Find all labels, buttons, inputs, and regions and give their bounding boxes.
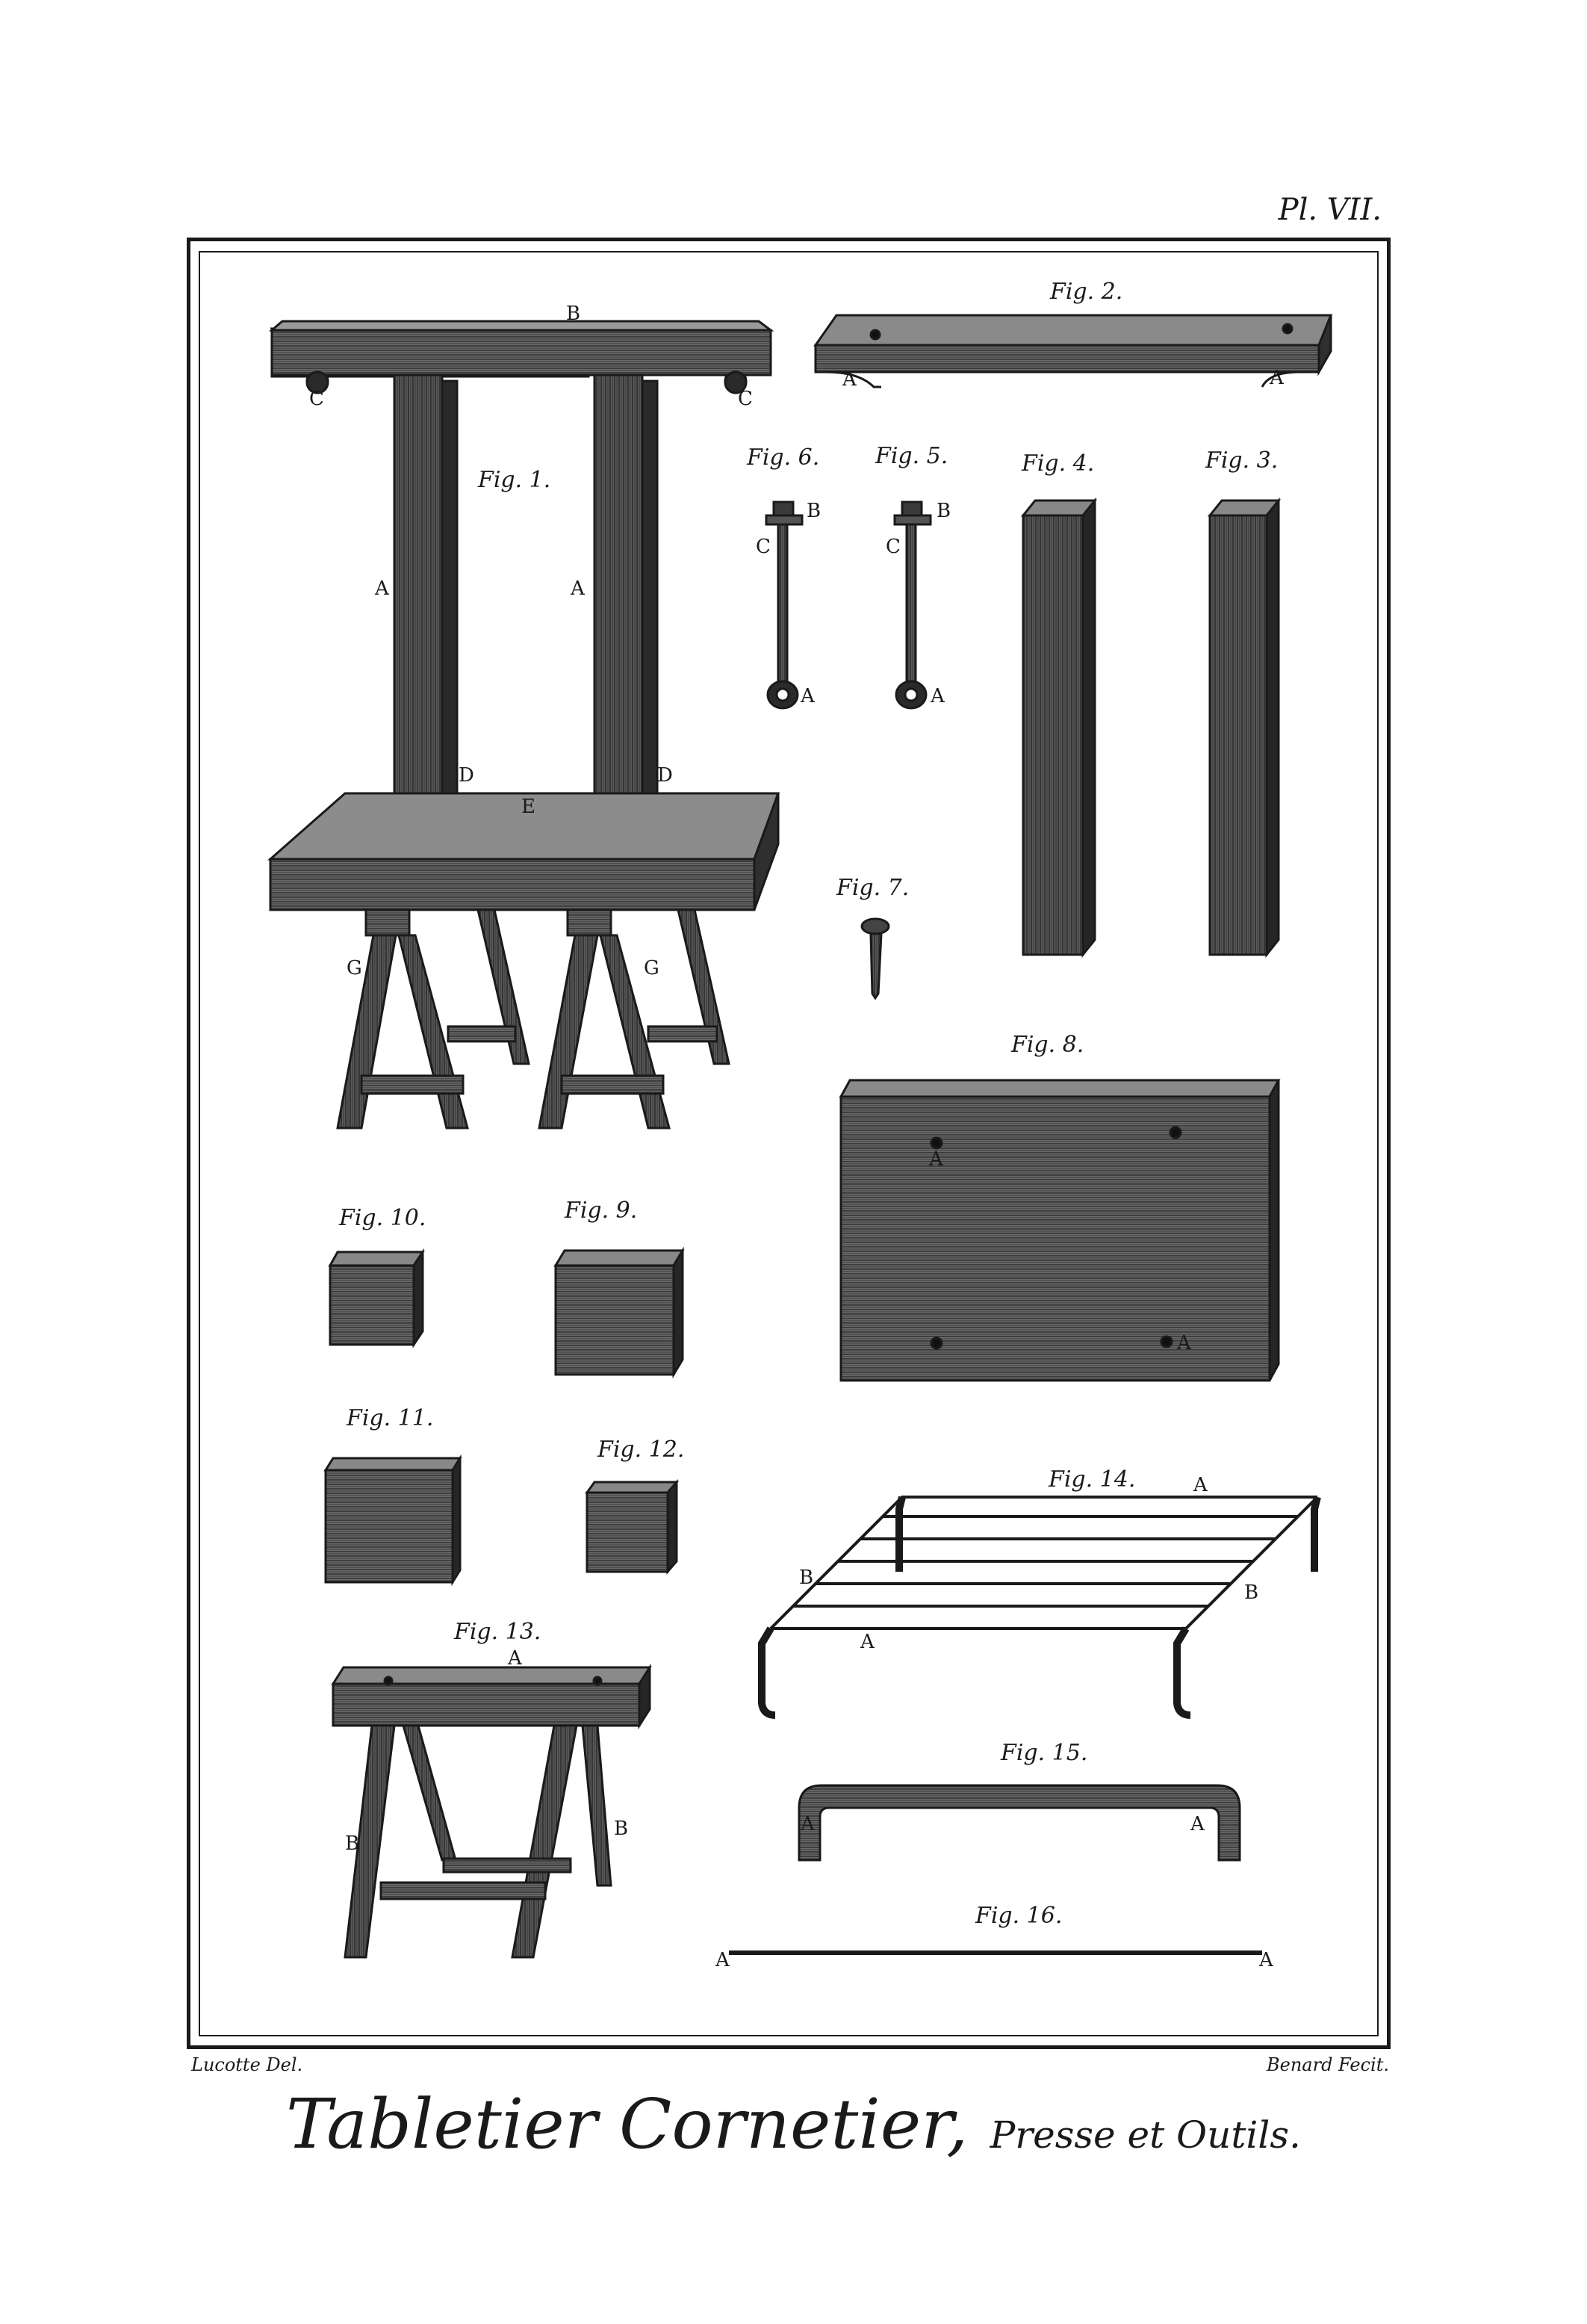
plate-caption: [0, 2084, 1587, 2164]
fig-5-letter-b: B: [937, 500, 951, 522]
figure-14-rack: [762, 1497, 1317, 1715]
fig-16-label: Fig. 16.: [975, 1903, 1063, 1929]
figure-15-bent-bar: [799, 1785, 1240, 1860]
fig-1-label: Fig. 1.: [478, 467, 551, 493]
fig-14-letter-b-right: B: [1244, 1581, 1259, 1604]
figure-6-bolt: [766, 502, 802, 708]
fig-3-label: Fig. 3.: [1205, 447, 1279, 474]
fig-1-letter-e: E: [521, 796, 535, 818]
figure-8-plank: [841, 1080, 1279, 1381]
fig-16-letter-a-left: A: [715, 1949, 730, 1971]
fig-1-letter-c-left: C: [309, 388, 324, 410]
caption-sub: Presse et Outils.: [990, 2113, 1301, 2157]
figure-4-upright: [1023, 501, 1095, 955]
fig-15-letter-a-left: A: [801, 1813, 815, 1835]
fig-6-letter-a: A: [801, 685, 815, 707]
fig-1-letter-g-right: G: [644, 957, 659, 979]
fig-4-label: Fig. 4.: [1022, 450, 1095, 477]
fig-8-label: Fig. 8.: [1011, 1032, 1084, 1058]
fig-1-letter-b: B: [566, 303, 581, 325]
figure-5-bolt: [895, 502, 931, 708]
fig-2-letter-a-left: A: [842, 368, 857, 391]
fig-14-letter-b-left: B: [799, 1567, 814, 1589]
fig-15-letter-a-right: A: [1190, 1813, 1205, 1835]
fig-8-letter-a-top: A: [929, 1148, 943, 1171]
figure-3-upright: [1210, 501, 1279, 955]
figure-2-beam: [816, 315, 1331, 387]
fig-14-label: Fig. 14.: [1049, 1466, 1136, 1493]
fig-5-label: Fig. 5.: [875, 443, 948, 469]
fig-8-letter-a-bottom: A: [1177, 1332, 1191, 1354]
fig-13-letter-a: A: [508, 1647, 522, 1670]
figure-11-block: [326, 1458, 460, 1582]
fig-5-letter-a: A: [931, 685, 945, 707]
fig-2-letter-a-right: A: [1270, 367, 1284, 389]
fig-1-letter-a-left: A: [375, 577, 389, 600]
fig-13-letter-b-left: B: [345, 1832, 360, 1855]
fig-1-letter-d-left: D: [459, 764, 474, 787]
fig-6-letter-c: C: [756, 536, 771, 558]
fig-6-letter-b: B: [807, 500, 822, 522]
plate-number: Pl. VII.: [1278, 193, 1382, 227]
fig-6-label: Fig. 6.: [747, 444, 820, 471]
figure-9-block: [556, 1251, 683, 1375]
fig-1-letter-g-left: G: [347, 957, 362, 979]
fig-7-label: Fig. 7.: [836, 875, 910, 901]
figure-13-trestle: [333, 1667, 650, 1957]
fig-12-label: Fig. 12.: [597, 1437, 685, 1463]
figure-7-screw: [862, 919, 889, 998]
fig-13-label: Fig. 13.: [454, 1619, 541, 1645]
figure-12-block: [587, 1482, 677, 1572]
fig-2-label: Fig. 2.: [1050, 279, 1123, 305]
engraver-signature: Benard Fecit.: [1266, 2054, 1389, 2075]
caption-main: Tabletier Cornetier,: [286, 2084, 969, 2164]
artist-signature: Lucotte Del.: [191, 2054, 303, 2075]
figure-1-press: [270, 321, 778, 1128]
fig-1-letter-a-right: A: [571, 577, 585, 600]
fig-9-label: Fig. 9.: [565, 1197, 638, 1224]
fig-16-letter-a-right: A: [1259, 1949, 1273, 1971]
fig-5-letter-c: C: [886, 536, 901, 558]
fig-1-letter-d-right: D: [657, 764, 673, 787]
fig-1-letter-c-right: C: [738, 388, 753, 410]
fig-14-letter-a-bottom: A: [860, 1631, 875, 1653]
fig-14-letter-a-top: A: [1193, 1474, 1208, 1496]
fig-13-letter-b-right: B: [614, 1818, 629, 1840]
fig-10-label: Fig. 10.: [339, 1205, 426, 1231]
figure-10-block: [330, 1252, 423, 1345]
fig-15-label: Fig. 15.: [1001, 1740, 1088, 1766]
fig-11-label: Fig. 11.: [347, 1405, 434, 1431]
